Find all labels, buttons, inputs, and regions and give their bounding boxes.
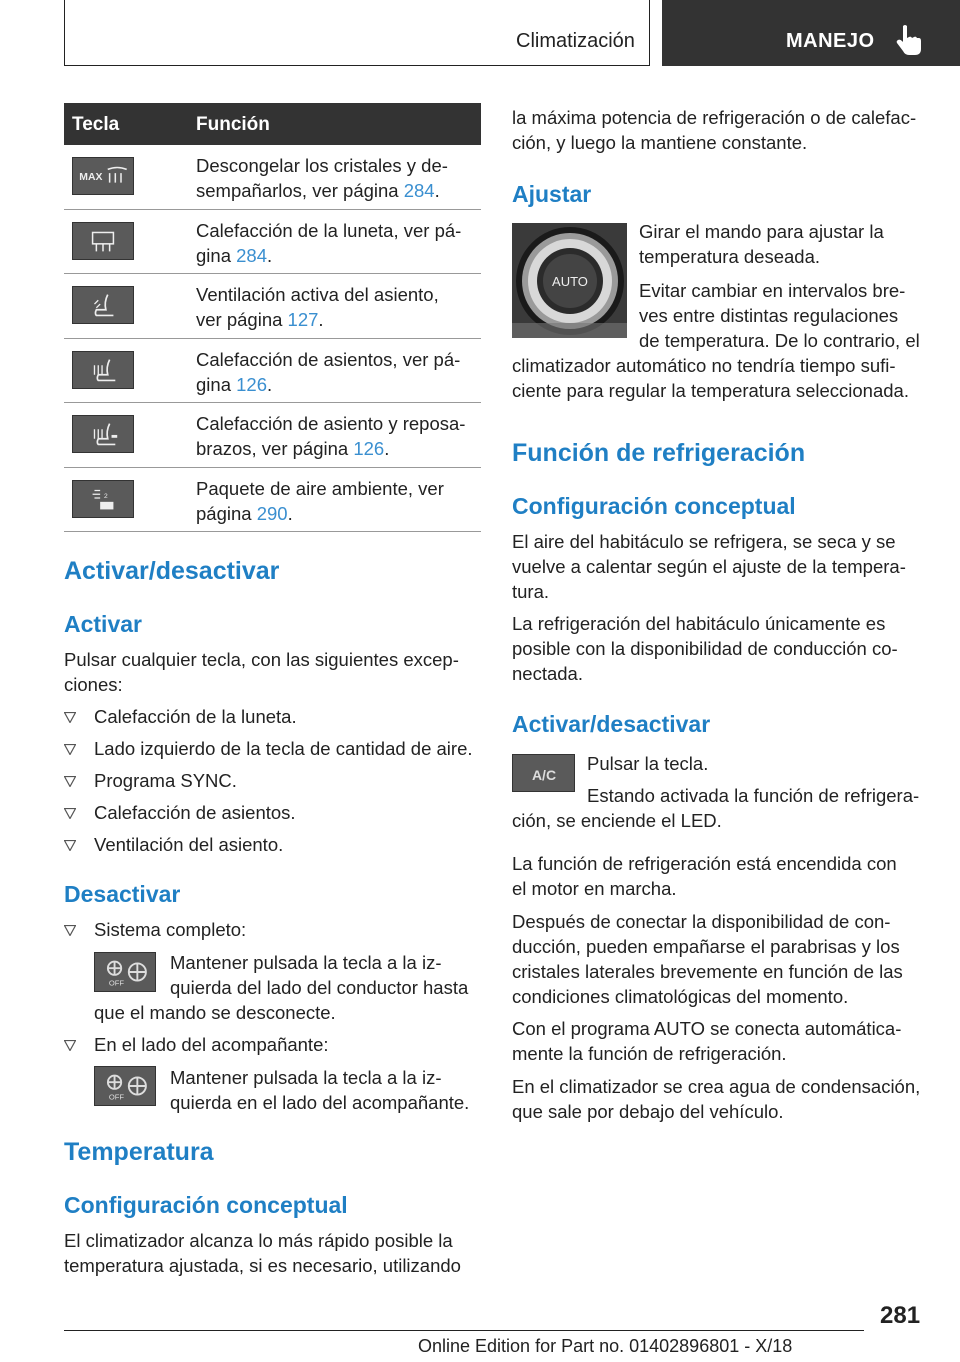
heading-adjust: Ajustar bbox=[512, 181, 592, 207]
paragraph-line: La refrigeración del habitáculo únicamente es bbox=[512, 613, 886, 634]
paragraph-line: Mantener pulsada la tecla a la iz- bbox=[170, 1067, 442, 1088]
temperature-knob-image bbox=[512, 223, 627, 338]
table-row bbox=[64, 468, 481, 533]
seat-ventilation-icon bbox=[72, 286, 134, 324]
key-function-table bbox=[64, 103, 481, 532]
triangle-bullet-icon bbox=[64, 1040, 76, 1051]
header-section-title: Climatización bbox=[516, 30, 635, 52]
svg-text:OFF: OFF bbox=[108, 1092, 125, 1102]
svg-text:2: 2 bbox=[103, 492, 108, 500]
paragraph-line: condiciones climatológicas del momento. bbox=[512, 986, 849, 1007]
page-link[interactable]: 284 bbox=[236, 244, 267, 266]
seat-heating-icon bbox=[72, 351, 134, 389]
paragraph-line: Mantener pulsada la tecla a la iz- bbox=[170, 952, 442, 973]
paragraph-line: ciente para regular la temperatura seleccionada. bbox=[512, 380, 909, 401]
svg-text:MAX: MAX bbox=[79, 171, 103, 183]
page-link[interactable]: 284 bbox=[403, 180, 435, 201]
seat-armrest-heating-icon bbox=[72, 415, 134, 453]
heading-concept: Configuración conceptual bbox=[64, 1192, 348, 1218]
paragraph-line: que sale por debajo del vehículo. bbox=[512, 1101, 784, 1122]
paragraph-line: cristales laterales brevemente en función de las bbox=[512, 961, 903, 982]
function-description: Descongelar los cristales y de- sempañarlos, ver página 284. bbox=[196, 155, 448, 201]
knob-auto-label: AUTO bbox=[552, 274, 588, 289]
paragraph-line: el motor en marcha. bbox=[512, 878, 677, 899]
paragraph-line: ves entre distintas regulaciones bbox=[639, 305, 899, 326]
heading-activate-deactivate: Activar/desactivar bbox=[64, 557, 280, 585]
paragraph-line: temperatura ajustada, si es necesario, utilizando bbox=[64, 1255, 461, 1276]
table-row bbox=[64, 274, 481, 339]
heading-concept: Configuración conceptual bbox=[512, 493, 796, 519]
triangle-bullet-icon bbox=[64, 712, 76, 723]
ac-key bbox=[512, 754, 575, 792]
paragraph-line: de temperatura. De lo contrario, el bbox=[639, 330, 920, 351]
svg-text:OFF: OFF bbox=[108, 978, 125, 988]
paragraph-line: temperatura deseada. bbox=[639, 246, 821, 267]
paragraph-line: climatizador automático no tendría tiempo sufi- bbox=[512, 355, 896, 376]
paragraph-line: posible con la disponibilidad de conducción co- bbox=[512, 638, 898, 659]
page-link[interactable]: 127 bbox=[287, 309, 319, 330]
footer-divider bbox=[64, 1330, 864, 1331]
paragraph-line: quierda del lado del conductor hasta bbox=[170, 977, 469, 998]
paragraph-line: Después de conectar la disponibilidad de con- bbox=[512, 911, 891, 932]
paragraph-line: Girar el mando para ajustar la bbox=[639, 221, 884, 242]
triangle-bullet-icon bbox=[64, 744, 76, 755]
table-row bbox=[64, 145, 481, 210]
table-row bbox=[64, 210, 481, 275]
triangle-bullet-icon bbox=[64, 925, 76, 936]
table-row bbox=[64, 339, 481, 404]
page-link[interactable]: 126 bbox=[353, 438, 385, 459]
fan-off-icon bbox=[95, 1067, 155, 1105]
paragraph-line: El aire del habitáculo se refrigera, se seca y se bbox=[512, 531, 896, 552]
heading-deactivate: Desactivar bbox=[64, 881, 181, 907]
heading-activate: Activar bbox=[64, 611, 142, 637]
table-row bbox=[64, 403, 481, 468]
page-link[interactable]: 126 bbox=[236, 373, 267, 395]
paragraph-line: ducción, pueden empañarse el parabrisas y los bbox=[512, 936, 900, 957]
function-description: Calefacción de asientos, ver pá- gina 126. bbox=[196, 348, 461, 395]
ambient-air-icon bbox=[72, 480, 134, 518]
heading-temperature: Temperatura bbox=[64, 1138, 214, 1166]
function-description: Paquete de aire ambiente, ver página 290. bbox=[196, 477, 444, 524]
paragraph-line: ción, y luego la mantiene constante. bbox=[512, 132, 808, 153]
paragraph-line: la máxima potencia de refrigeración o de calefac- bbox=[512, 107, 917, 128]
paragraph-line: La función de refrigeración está encendida con bbox=[512, 853, 897, 874]
function-description: Calefacción de la luneta, ver pá- gina 284. bbox=[196, 219, 462, 266]
page-link[interactable]: 290 bbox=[256, 502, 288, 524]
pointing-hand-icon bbox=[894, 24, 924, 56]
paragraph-line: Pulsar la tecla. bbox=[587, 753, 709, 774]
heading-cooling-function: Función de refrigeración bbox=[512, 439, 806, 467]
table-header bbox=[64, 103, 481, 145]
rear-window-heat-icon bbox=[72, 222, 134, 260]
paragraph-line: que el mando se desconecte. bbox=[94, 1002, 336, 1023]
triangle-bullet-icon bbox=[64, 776, 76, 787]
fan-off-key bbox=[94, 1066, 156, 1106]
triangle-bullet-icon bbox=[64, 808, 76, 819]
header-chapter-tab[interactable] bbox=[662, 0, 960, 66]
max-defrost-icon bbox=[72, 157, 134, 195]
function-description: Calefacción de asiento y reposa- brazos, ver página 126. bbox=[196, 413, 466, 459]
paragraph-line: vuelve a calentar según el ajuste de la tempera- bbox=[512, 556, 906, 577]
paragraph-line: Con el programa AUTO se conecta automática- bbox=[512, 1018, 902, 1039]
function-description: Ventilación activa del asiento, ver página 127. bbox=[196, 284, 439, 330]
col-header-function: Función bbox=[196, 114, 270, 135]
ac-key-label: A/C bbox=[531, 767, 557, 783]
paragraph-line: ción, se enciende el LED. bbox=[512, 810, 722, 831]
page-number: 281 bbox=[880, 1302, 921, 1329]
paragraph-line: Pulsar cualquier tecla, con las siguientes excep- bbox=[64, 649, 459, 670]
paragraph-line: mente la función de refrigeración. bbox=[512, 1043, 787, 1064]
heading-activate-deactivate: Activar/desactivar bbox=[512, 711, 711, 737]
header-chapter-label: MANEJO bbox=[786, 30, 875, 52]
paragraph-line: ciones: bbox=[64, 674, 123, 695]
paragraph-line: El climatizador alcanza lo más rápido posible la bbox=[64, 1230, 453, 1251]
col-header-key: Tecla bbox=[72, 114, 120, 135]
fan-off-icon bbox=[95, 953, 155, 991]
paragraph-line: quierda en el lado del acompañante. bbox=[170, 1092, 470, 1113]
paragraph-line: nectada. bbox=[512, 663, 583, 684]
paragraph-line: Evitar cambiar en intervalos bre- bbox=[639, 280, 906, 301]
paragraph-line: En el climatizador se crea agua de condensación, bbox=[512, 1076, 921, 1097]
paragraph-line: tura. bbox=[512, 581, 550, 602]
footer-edition: Online Edition for Part no. 01402896801 - X/18 bbox=[418, 1336, 793, 1356]
paragraph-line: Estando activada la función de refrigera- bbox=[587, 785, 920, 806]
triangle-bullet-icon bbox=[64, 840, 76, 851]
fan-off-key bbox=[94, 952, 156, 992]
